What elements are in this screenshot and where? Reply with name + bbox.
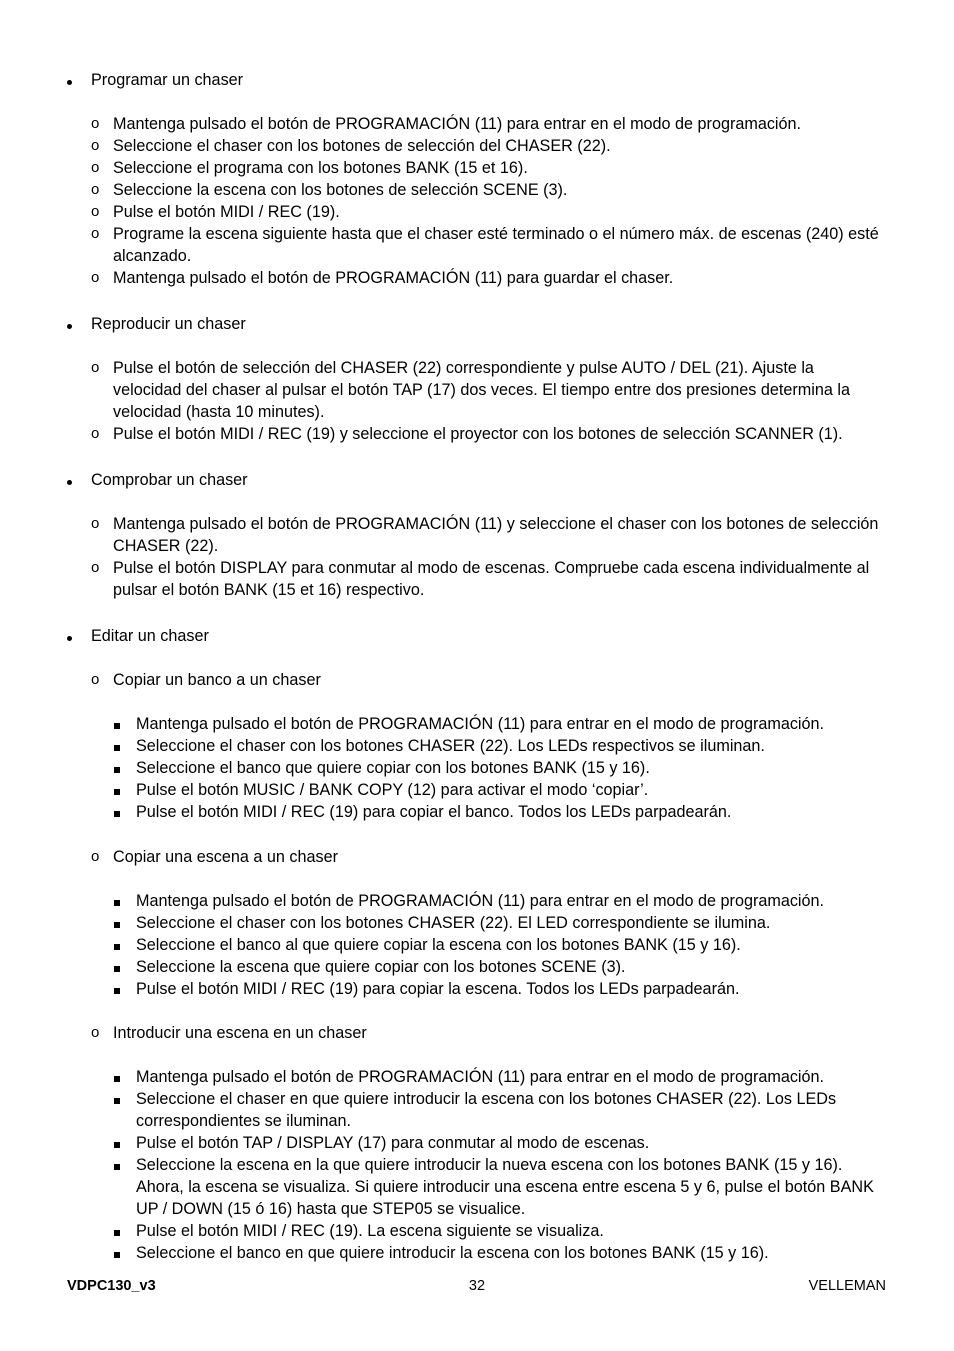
section-reproducir — [0, 313, 954, 335]
square-bullet-icon — [114, 757, 120, 779]
circle-bullet-icon: o — [91, 181, 100, 198]
square-bullet-icon — [114, 912, 120, 934]
list-item — [0, 669, 954, 691]
square-bullet-icon — [114, 934, 120, 956]
square-bullet-icon — [114, 713, 120, 735]
section-programar — [0, 69, 954, 91]
list-item: o Mantenga pulsado el botón de PROGRAMACIÓN (11) para entrar en el modo de programación. — [91, 115, 802, 133]
list-item — [0, 1022, 954, 1044]
list-item: Pulse el botón TAP / DISPLAY (17) para conmutar al modo de escenas. — [0, 1132, 954, 1154]
footer-page-number: 32 — [468, 1278, 486, 1294]
list-item: Pulse el botón MIDI / REC (19) para copiar el banco. Todos los LEDs parpadearán. — [0, 801, 954, 823]
list-item: o Seleccione el chaser con los botones de selección del CHASER (22). — [91, 137, 611, 155]
circle-bullet-icon: o — [91, 1024, 100, 1041]
circle-bullet-icon: o — [91, 115, 100, 132]
list-item: Seleccione el banco que quiere copiar con los botones BANK (15 y 16). — [0, 757, 954, 779]
list-item: o Seleccione el programa con los botones BANK (15 et 16). — [91, 159, 528, 177]
section-programar-steps — [0, 113, 954, 289]
square-bullet-icon — [114, 779, 120, 801]
circle-bullet-icon: o — [91, 137, 100, 154]
section-comprobar-steps — [0, 513, 954, 601]
square-bullet-icon — [114, 1066, 120, 1088]
list-item — [0, 469, 954, 491]
circle-bullet-icon: o — [91, 225, 100, 242]
footer-model: VDPC130_v3 — [67, 1278, 156, 1294]
list-item: o Pulse el botón MIDI / REC (19). — [91, 203, 340, 221]
square-bullet-icon — [114, 735, 120, 757]
section-title: Programar un chaser — [91, 71, 244, 89]
list-item: Mantenga pulsado el botón de PROGRAMACIÓN (11) para entrar en el modo de programación. — [0, 713, 954, 735]
subsection-title: Introducir una escena en un chaser — [113, 1024, 367, 1042]
list-item: Seleccione el chaser con los botones CHASER (22). Los LEDs respectivos se iluminan. — [0, 735, 954, 757]
square-bullet-icon — [114, 1154, 120, 1176]
list-item: Pulse el botón MIDI / REC (19). La escena siguiente se visualiza. — [0, 1220, 954, 1242]
square-bullet-icon — [114, 801, 120, 823]
list-item: Seleccione la escena en la que quiere introducir la nueva escena con los botones BANK (15 y 16). Ahora, la escena se visualiza. Si quiere introducir una escena entre escena 5 y 6, pulse el botón BANK UP / DOWN (15 ó 16) hasta que STEP05 se visualice. — [0, 1154, 954, 1220]
section-reproducir-steps — [0, 357, 954, 445]
square-bullet-icon — [114, 1242, 120, 1264]
subsection-copiar-banco — [0, 669, 954, 691]
list-item: Seleccione el chaser en que quiere introducir la escena con los botones CHASER (22). Los LEDs correspondientes se iluminan. — [0, 1088, 954, 1132]
list-item: Seleccione el chaser con los botones CHASER (22). El LED correspondiente se ilumina. — [0, 912, 954, 934]
circle-bullet-icon: o — [91, 848, 100, 865]
square-bullet-icon — [114, 1088, 120, 1110]
square-bullet-icon — [114, 956, 120, 978]
list-item: Seleccione el banco al que quiere copiar la escena con los botones BANK (15 y 16). — [0, 934, 954, 956]
circle-bullet-icon: o — [91, 425, 100, 442]
bullet-icon — [67, 313, 72, 335]
section-comprobar — [0, 469, 954, 491]
bullet-icon — [67, 69, 72, 91]
list-item — [0, 69, 954, 91]
list-item — [0, 625, 954, 647]
circle-bullet-icon: o — [91, 515, 100, 532]
list-item: Mantenga pulsado el botón de PROGRAMACIÓN (11) para entrar en el modo de programación. — [0, 890, 954, 912]
bullet-icon — [67, 469, 72, 491]
footer-brand: VELLEMAN — [808, 1278, 886, 1294]
square-bullet-icon — [114, 890, 120, 912]
list-item: o Mantenga pulsado el botón de PROGRAMACIÓN (11) y seleccione el chaser con los botones de selección CHASER (22). — [91, 515, 879, 555]
circle-bullet-icon: o — [91, 159, 100, 176]
subsection-title: Copiar una escena a un chaser — [113, 848, 338, 866]
circle-bullet-icon: o — [91, 203, 100, 220]
list-item: Seleccione la escena que quiere copiar con los botones SCENE (3). — [0, 956, 954, 978]
list-item: o Pulse el botón de selección del CHASER (22) correspondiente y pulse AUTO / DEL (21). Ajuste la velocidad del chaser al pulsar el botón TAP (17) dos veces. El tiempo entre dos presiones determina la velocidad (hasta 10 minutes). — [91, 359, 850, 421]
list-item: o Pulse el botón DISPLAY para conmutar al modo de escenas. Compruebe cada escena individualmente al pulsar el botón BANK (15 et 16) respectivo. — [91, 559, 870, 599]
subsection-introducir-escena — [0, 1022, 954, 1044]
list-item: Seleccione el banco en que quiere introducir la escena con los botones BANK (15 y 16). — [0, 1242, 954, 1264]
circle-bullet-icon: o — [91, 359, 100, 376]
square-bullet-icon — [114, 978, 120, 1000]
list-item: o Pulse el botón MIDI / REC (19) y seleccione el proyector con los botones de selección SCANNER (1). — [91, 425, 843, 443]
list-item: Mantenga pulsado el botón de PROGRAMACIÓN (11) para entrar en el modo de programación. — [0, 1066, 954, 1088]
section-title: Reproducir un chaser — [91, 315, 246, 333]
list-item: o Seleccione la escena con los botones de selección SCENE (3). — [91, 181, 568, 199]
list-item: o Mantenga pulsado el botón de PROGRAMACIÓN (11) para guardar el chaser. — [91, 269, 674, 287]
section-editar — [0, 625, 954, 647]
list-item: Pulse el botón MIDI / REC (19) para copiar la escena. Todos los LEDs parpadearán. — [0, 978, 954, 1000]
section-title: Comprobar un chaser — [91, 471, 248, 489]
list-item — [0, 313, 954, 335]
circle-bullet-icon: o — [91, 559, 100, 576]
subsection-copiar-escena-steps — [0, 890, 954, 1000]
subsection-introducir-escena-steps — [0, 1066, 954, 1264]
list-item: o Programe la escena siguiente hasta que el chaser esté terminado o el número máx. de escenas (240) esté alcanzado. — [91, 225, 879, 265]
square-bullet-icon — [114, 1220, 120, 1242]
section-title: Editar un chaser — [91, 627, 209, 645]
bullet-icon — [67, 625, 72, 647]
subsection-copiar-escena — [0, 846, 954, 868]
list-item — [0, 846, 954, 868]
list-item: Pulse el botón MUSIC / BANK COPY (12) para activar el modo ‘copiar’. — [0, 779, 954, 801]
subsection-title: Copiar un banco a un chaser — [113, 671, 321, 689]
square-bullet-icon — [114, 1132, 120, 1154]
circle-bullet-icon: o — [91, 671, 100, 688]
subsection-copiar-banco-steps — [0, 713, 954, 823]
circle-bullet-icon: o — [91, 269, 100, 286]
